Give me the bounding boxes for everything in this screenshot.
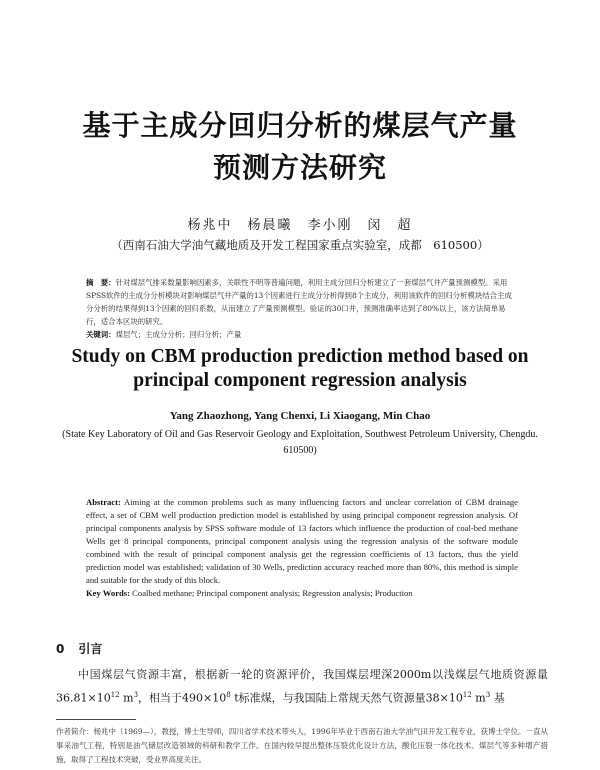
body-sup-5: 3 [485, 691, 491, 699]
english-keywords-text: Coalbed methane; Principal component analysis; Regression analysis; Production [130, 588, 413, 598]
chinese-keywords-text: 煤层气；主成分分析；回归分析；产量 [115, 330, 242, 339]
english-title-line-1: Study on CBM production prediction method based on [71, 346, 529, 367]
body-text-2: m [119, 691, 134, 705]
footnote-rule [56, 719, 136, 720]
body-sup-4: 12 [462, 691, 472, 699]
english-authors: Yang Zhaozhong, Yang Chenxi, Li Xiaogang, Min Chao [169, 410, 431, 422]
body-text-3: ，相当于490×10 [138, 691, 227, 705]
section-title: 引言 [78, 642, 103, 656]
body-sup-1: 12 [110, 691, 120, 699]
english-abstract-text: Aiming at the common problems such as many influencing factors and unclear correlation of CBM drainage effect, a set of CBM well production prediction model is established by using principal component regression analysis. Of principal components analysis by SPSS software module of 13 factors which influence the production of coal-bed methane Wells get 8 principal components, principal component analysis using the regression analysis of the software module combined with the result of principal component analysis get the regression coefficients of 13 factors, thus the yield prediction model was established; validation of 30 Wells, prediction accuracy reached more than 80%, this method is simple and suitable for the study of this block. [86, 497, 518, 585]
english-abstract [86, 496, 518, 600]
chinese-abstract-text: 针对煤层气排采数量影响因素多，关联性不明等普遍问题，利用主成分回归分析建立了一套煤层气井产量预测模型。采用SPSS软件的主成分分析模块对影响煤层气井产量的13个因素进行主成分分析得到8个主成分，利用该软件的回归分析模块结合主成分分析的结果得到13个因素的回归系数，从而建立了产量预测模型。验证的30口井，预测准确率达到了80%以上，该方法简单易行，适合本区块的研究。 [86, 278, 512, 326]
chinese-abstract-label: 摘 要： [86, 278, 116, 287]
section-number: 0 [56, 642, 65, 656]
body-sup-2: 3 [133, 691, 139, 699]
chinese-abstract [86, 276, 518, 341]
chinese-authors: 杨兆中 杨晨曦 李小刚 闵 超 [187, 218, 413, 233]
chinese-affiliation: （西南石油大学油气藏地质及开发工程国家重点实验室，成都 610500） [111, 238, 489, 252]
introduction-paragraph [56, 664, 548, 709]
body-text-4: t标准煤，与我国陆上常规天然气资源量38×10 [230, 691, 463, 705]
english-keywords-label: Key Words: [86, 588, 131, 598]
english-affiliation: (State Key Laboratory of Oil and Gas Reservoir Geology and Exploitation, Southwest Petroleum University, Chengdu. 610500) [62, 429, 538, 456]
chinese-title-line-1: 基于主成分回归分析的煤层气产量 [82, 109, 518, 142]
chinese-title-line-2: 预测方法研究 [212, 151, 387, 184]
body-text-5: m [471, 691, 486, 705]
body-text-1: 中国煤层气资源丰富，根据新一轮的资源评价，我国煤层埋深2000m以浅煤层气地质资源量36.81×10 [56, 668, 548, 705]
author-footnote: 作者简介：杨兆中（1969—），教授，博士生导师，四川省学术技术带头人，1996年毕业于西南石油大学油气田开发工程专业，获博士学位。一直从事采油气工程，特别是油气储层改造领域的科研和教学工作。在国内较早提出整体压裂优化设计方法，酸化压裂一体化技术、煤层气等多种增产措施，取得了工程技术突破，受业界高度关注。 [56, 727, 548, 764]
body-text-6: 基 [490, 691, 505, 705]
section-heading [56, 640, 102, 657]
english-abstract-label: Abstract: [86, 497, 121, 507]
english-title-line-2: principal component regression analysis [133, 370, 467, 391]
chinese-keywords-label: 关键词： [86, 330, 116, 339]
body-sup-3: 8 [226, 691, 231, 699]
